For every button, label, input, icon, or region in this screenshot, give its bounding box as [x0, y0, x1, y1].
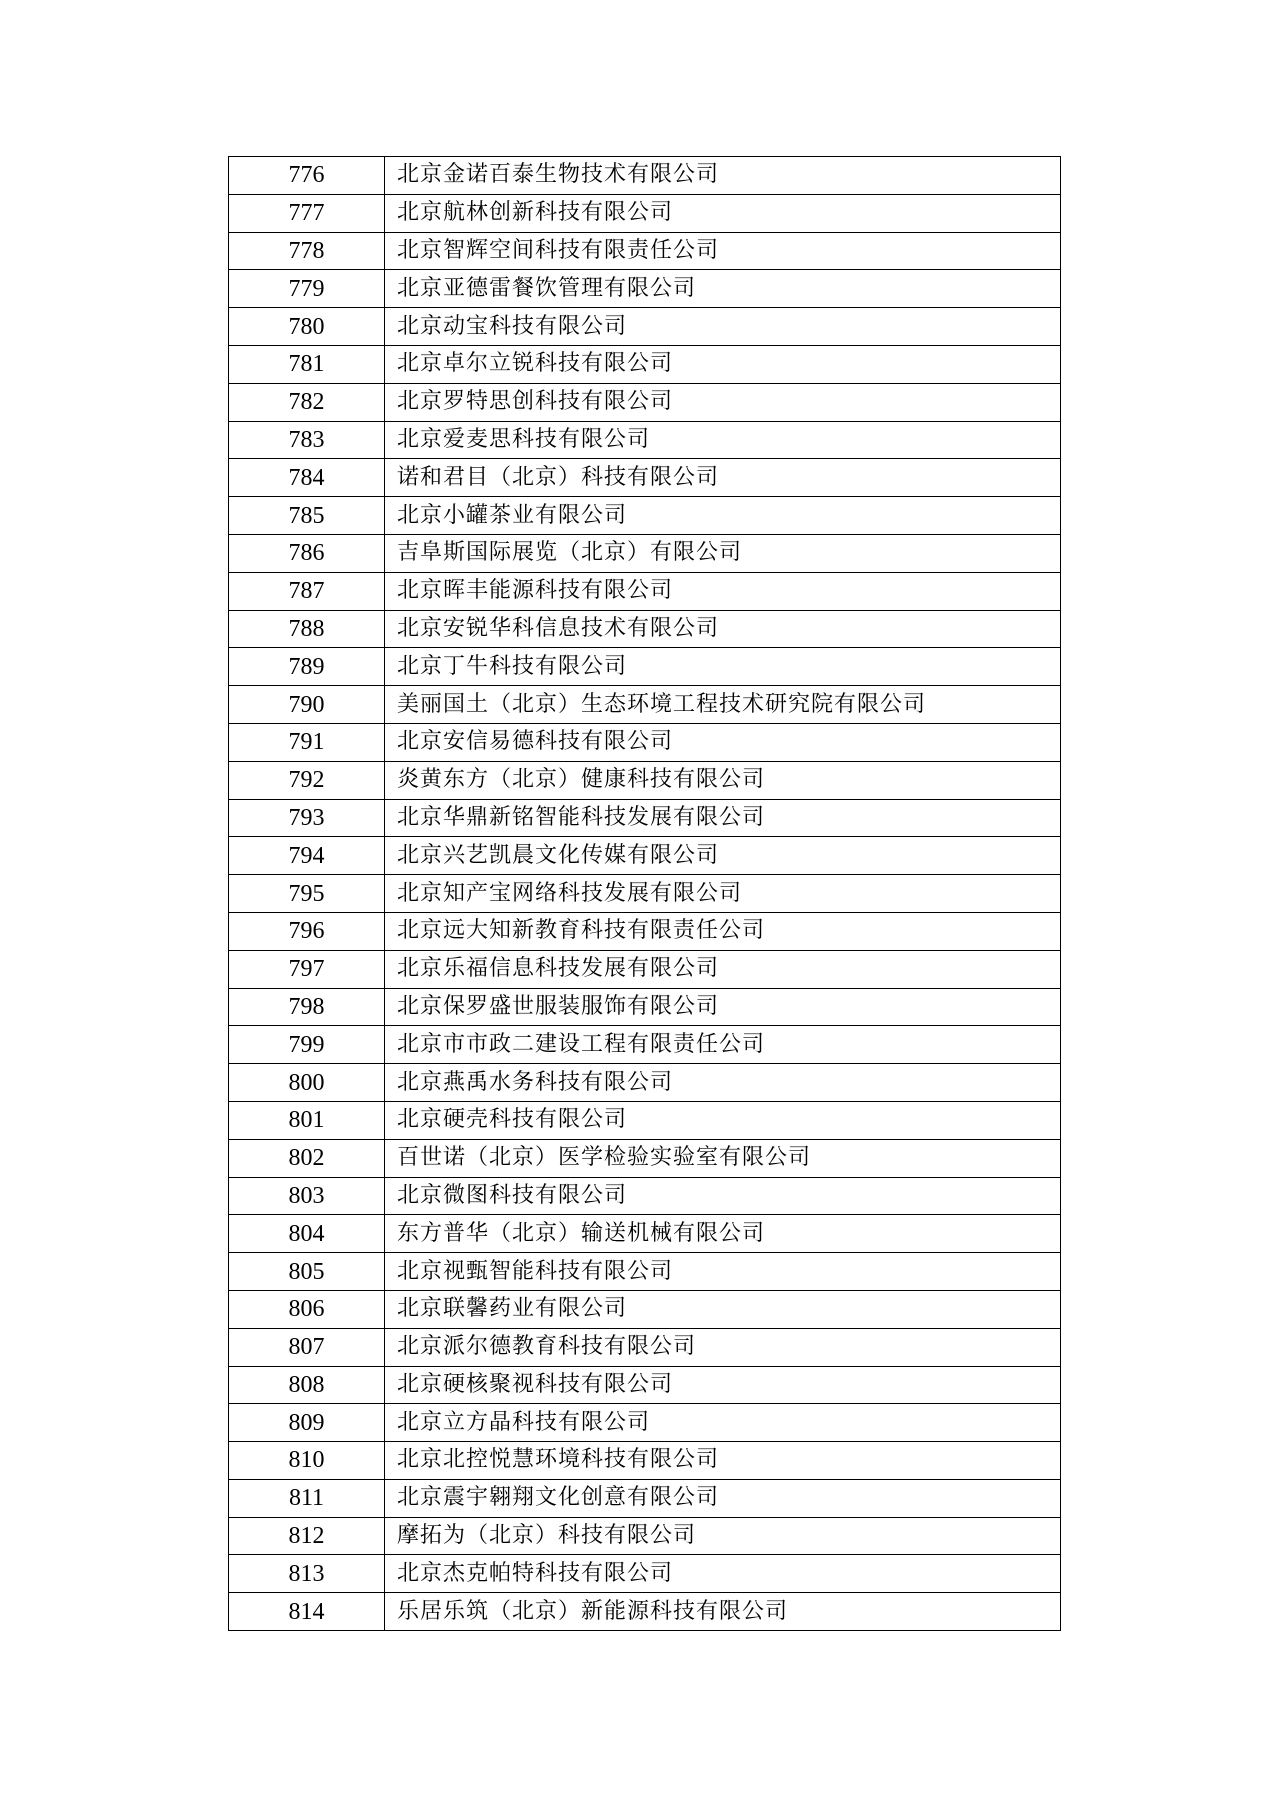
row-number-cell: 793 — [229, 799, 385, 837]
table-row — [229, 686, 1061, 724]
table-row — [229, 270, 1061, 308]
table-row — [229, 799, 1061, 837]
company-name-cell: 炎黄东方（北京）健康科技有限公司 — [385, 761, 1061, 799]
row-number-cell: 796 — [229, 912, 385, 950]
table-row — [229, 1328, 1061, 1366]
company-name-cell: 北京北控悦慧环境科技有限公司 — [385, 1442, 1061, 1480]
table-row — [229, 1215, 1061, 1253]
row-number-cell: 781 — [229, 345, 385, 383]
company-name-cell: 东方普华（北京）输送机械有限公司 — [385, 1215, 1061, 1253]
row-number-cell: 784 — [229, 459, 385, 497]
company-name-cell: 北京安锐华科信息技术有限公司 — [385, 610, 1061, 648]
row-number-cell: 794 — [229, 837, 385, 875]
row-number-cell: 804 — [229, 1215, 385, 1253]
company-name-cell: 百世诺（北京）医学检验实验室有限公司 — [385, 1139, 1061, 1177]
company-name-cell: 北京安信易德科技有限公司 — [385, 723, 1061, 761]
company-name-cell: 北京兴艺凯晨文化传媒有限公司 — [385, 837, 1061, 875]
row-number-cell: 777 — [229, 194, 385, 232]
row-number-cell: 812 — [229, 1517, 385, 1555]
row-number-cell: 813 — [229, 1555, 385, 1593]
company-name-cell: 北京市市政二建设工程有限责任公司 — [385, 1026, 1061, 1064]
row-number-cell: 797 — [229, 950, 385, 988]
row-number-cell: 786 — [229, 534, 385, 572]
table-row — [229, 1101, 1061, 1139]
table-row — [229, 572, 1061, 610]
table-row — [229, 610, 1061, 648]
row-number-cell: 814 — [229, 1593, 385, 1631]
table-row — [229, 534, 1061, 572]
company-name-cell: 北京小罐茶业有限公司 — [385, 497, 1061, 535]
table-row — [229, 1442, 1061, 1480]
row-number-cell: 811 — [229, 1479, 385, 1517]
company-name-cell: 北京亚德雷餐饮管理有限公司 — [385, 270, 1061, 308]
table-row — [229, 308, 1061, 346]
company-name-cell: 北京震宇翱翔文化创意有限公司 — [385, 1479, 1061, 1517]
row-number-cell: 783 — [229, 421, 385, 459]
row-number-cell: 782 — [229, 383, 385, 421]
company-name-cell: 北京卓尔立锐科技有限公司 — [385, 345, 1061, 383]
row-number-cell: 779 — [229, 270, 385, 308]
company-name-cell: 吉阜斯国际展览（北京）有限公司 — [385, 534, 1061, 572]
table-row — [229, 761, 1061, 799]
row-number-cell: 809 — [229, 1404, 385, 1442]
company-list-body — [229, 157, 1061, 1631]
table-row — [229, 1555, 1061, 1593]
table-row — [229, 459, 1061, 497]
company-name-cell: 北京视甄智能科技有限公司 — [385, 1253, 1061, 1291]
row-number-cell: 801 — [229, 1101, 385, 1139]
row-number-cell: 802 — [229, 1139, 385, 1177]
company-name-cell: 北京晖丰能源科技有限公司 — [385, 572, 1061, 610]
company-name-cell: 乐居乐筑（北京）新能源科技有限公司 — [385, 1593, 1061, 1631]
company-list-table — [228, 156, 1061, 1631]
row-number-cell: 792 — [229, 761, 385, 799]
company-name-cell: 北京派尔德教育科技有限公司 — [385, 1328, 1061, 1366]
row-number-cell: 795 — [229, 875, 385, 913]
company-name-cell: 北京智辉空间科技有限责任公司 — [385, 232, 1061, 270]
company-name-cell: 北京联馨药业有限公司 — [385, 1290, 1061, 1328]
table-row — [229, 345, 1061, 383]
table-row — [229, 157, 1061, 195]
company-name-cell: 北京燕禹水务科技有限公司 — [385, 1064, 1061, 1102]
row-number-cell: 800 — [229, 1064, 385, 1102]
company-name-cell: 北京丁牛科技有限公司 — [385, 648, 1061, 686]
table-row — [229, 837, 1061, 875]
company-name-cell: 摩拓为（北京）科技有限公司 — [385, 1517, 1061, 1555]
table-row — [229, 497, 1061, 535]
table-row — [229, 1026, 1061, 1064]
table-row — [229, 1366, 1061, 1404]
row-number-cell: 807 — [229, 1328, 385, 1366]
company-name-cell: 诺和君目（北京）科技有限公司 — [385, 459, 1061, 497]
company-name-cell: 北京航林创新科技有限公司 — [385, 194, 1061, 232]
table-row — [229, 383, 1061, 421]
company-name-cell: 北京硬壳科技有限公司 — [385, 1101, 1061, 1139]
company-name-cell: 北京罗特思创科技有限公司 — [385, 383, 1061, 421]
company-name-cell: 北京保罗盛世服装服饰有限公司 — [385, 988, 1061, 1026]
row-number-cell: 789 — [229, 648, 385, 686]
table-row — [229, 1593, 1061, 1631]
company-name-cell: 北京金诺百泰生物技术有限公司 — [385, 157, 1061, 195]
company-name-cell: 北京微图科技有限公司 — [385, 1177, 1061, 1215]
row-number-cell: 776 — [229, 157, 385, 195]
table-row — [229, 950, 1061, 988]
company-name-cell: 北京远大知新教育科技有限责任公司 — [385, 912, 1061, 950]
row-number-cell: 803 — [229, 1177, 385, 1215]
table-row — [229, 1177, 1061, 1215]
row-number-cell: 791 — [229, 723, 385, 761]
row-number-cell: 780 — [229, 308, 385, 346]
row-number-cell: 790 — [229, 686, 385, 724]
company-name-cell: 北京动宝科技有限公司 — [385, 308, 1061, 346]
row-number-cell: 799 — [229, 1026, 385, 1064]
row-number-cell: 787 — [229, 572, 385, 610]
table-row — [229, 875, 1061, 913]
company-name-cell: 北京乐福信息科技发展有限公司 — [385, 950, 1061, 988]
table-row — [229, 232, 1061, 270]
table-row — [229, 1253, 1061, 1291]
row-number-cell: 798 — [229, 988, 385, 1026]
table-row — [229, 1479, 1061, 1517]
row-number-cell: 785 — [229, 497, 385, 535]
table-row — [229, 1517, 1061, 1555]
row-number-cell: 788 — [229, 610, 385, 648]
table-row — [229, 421, 1061, 459]
table-row — [229, 648, 1061, 686]
table-row — [229, 1290, 1061, 1328]
company-name-cell: 北京知产宝网络科技发展有限公司 — [385, 875, 1061, 913]
table-row — [229, 1404, 1061, 1442]
company-name-cell: 美丽国土（北京）生态环境工程技术研究院有限公司 — [385, 686, 1061, 724]
table-row — [229, 1139, 1061, 1177]
company-name-cell: 北京硬核聚视科技有限公司 — [385, 1366, 1061, 1404]
table-row — [229, 194, 1061, 232]
table-row — [229, 1064, 1061, 1102]
row-number-cell: 806 — [229, 1290, 385, 1328]
company-name-cell: 北京立方晶科技有限公司 — [385, 1404, 1061, 1442]
company-name-cell: 北京爱麦思科技有限公司 — [385, 421, 1061, 459]
row-number-cell: 805 — [229, 1253, 385, 1291]
table-row — [229, 912, 1061, 950]
company-name-cell: 北京杰克帕特科技有限公司 — [385, 1555, 1061, 1593]
table-row — [229, 723, 1061, 761]
row-number-cell: 810 — [229, 1442, 385, 1480]
company-name-cell: 北京华鼎新铭智能科技发展有限公司 — [385, 799, 1061, 837]
row-number-cell: 808 — [229, 1366, 385, 1404]
row-number-cell: 778 — [229, 232, 385, 270]
table-row — [229, 988, 1061, 1026]
